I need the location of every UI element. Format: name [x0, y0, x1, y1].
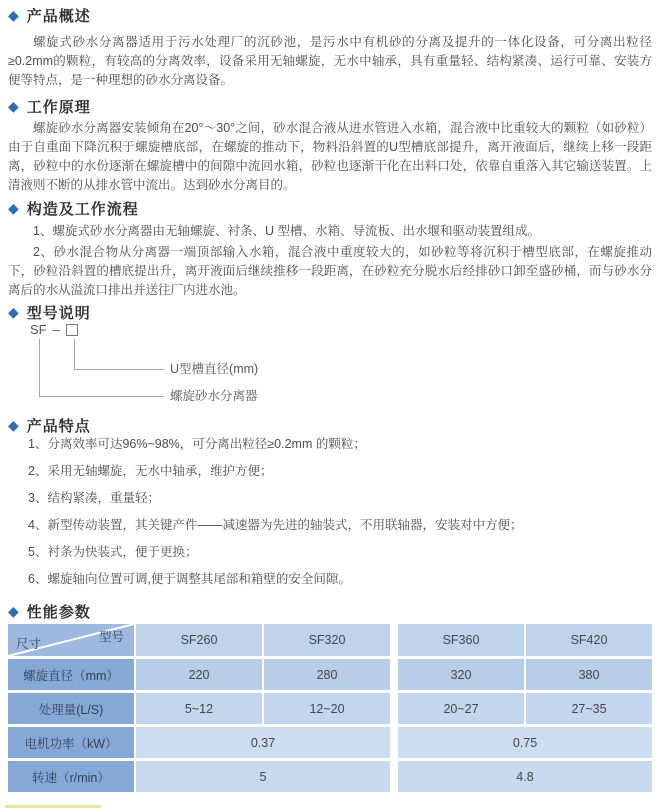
table-cell: 20~27	[398, 693, 524, 724]
feature-item: 6、螺旋轴向位置可调,便于调整其尾部和箱壁的安全间隙。	[28, 572, 351, 586]
column-gap-spacer	[392, 727, 396, 758]
corner-label-size: 尺寸	[16, 637, 42, 651]
row-header: 处理量(L/S)	[8, 693, 134, 724]
feature-item: 5、衬条为快装式，便于更换；	[28, 545, 198, 559]
column-header: SF320	[264, 624, 390, 656]
column-header: SF260	[136, 624, 262, 656]
feature-item: 4、新型传动装置，其关键产件——减速器为先进的轴装式，不用联轴器，安装对中方便；	[28, 518, 523, 532]
table-cell: 27~35	[526, 693, 652, 724]
table-cell: 380	[526, 659, 652, 690]
principle-heading-text: 工作原理	[26, 98, 91, 116]
prefix-meaning-label: 螺旋砂水分离器	[170, 389, 258, 403]
overview-heading-text: 产品概述	[26, 7, 91, 25]
model-code	[30, 322, 78, 338]
params-heading-text: 性能参数	[26, 603, 91, 621]
table-cell-merged: 0.75	[398, 727, 652, 758]
model-placeholder-box	[66, 324, 78, 336]
feature-item: 2、采用无轴螺旋，无水中轴承，维护方便；	[28, 464, 273, 478]
table-cell-merged: 5	[136, 761, 390, 792]
corner-label-model: 型号	[98, 630, 124, 644]
table-cell: 220	[136, 659, 262, 690]
model-heading	[8, 302, 652, 322]
section-params	[8, 601, 652, 792]
table-cell: 280	[264, 659, 390, 690]
section-model	[8, 302, 652, 412]
model-code-separator: –	[52, 322, 60, 337]
structure-item-1: 1、螺旋式砂水分离器由无轴螺旋、衬条、U 型槽、水箱、导流板、出水堰和驱动装置组成。	[33, 224, 540, 238]
structure-heading	[8, 198, 652, 218]
model-code-prefix: SF	[30, 322, 47, 337]
diamond-bullet-icon: ◆	[8, 603, 20, 619]
column-gap-spacer	[392, 624, 396, 656]
column-gap-spacer	[392, 659, 396, 690]
table-cell: 12~20	[264, 693, 390, 724]
diamond-bullet-icon: ◆	[8, 200, 20, 216]
structure-heading-text: 构造及工作流程	[26, 200, 139, 218]
features-heading	[8, 415, 652, 435]
section-structure	[8, 198, 652, 300]
table-corner-cell	[8, 624, 134, 656]
diamond-bullet-icon: ◆	[8, 98, 20, 114]
diamond-bullet-icon: ◆	[8, 417, 20, 433]
feature-item: 3、结构紧凑，重量轻；	[28, 491, 160, 505]
row-header: 电机功率（kW）	[8, 727, 134, 758]
features-heading-text: 产品特点	[26, 417, 91, 435]
feature-item: 1、分离效率可达96%~98%，可分离出粒径≥0.2mm 的颗粒；	[28, 437, 366, 451]
overview-paragraph: 螺旋式砂水分离器适用于污水处理厂的沉砂池，是污水中有机砂的分离及提升的一体化设备，可分离出粒径≥0.2mm的颗粒，有较高的分离效率，设备采用无轴螺旋，无水中轴承，具有重量轻、结构紧凑、运行可靠、安装方便等特点，是一种理想的砂水分离设备。	[8, 35, 652, 87]
table-cell-merged: 0.37	[136, 727, 390, 758]
params-heading	[8, 601, 652, 621]
section-overview	[8, 5, 652, 90]
principle-heading	[8, 96, 652, 116]
section-features	[8, 415, 652, 588]
column-gap-spacer	[392, 761, 396, 792]
model-heading-text: 型号说明	[26, 304, 91, 322]
column-header: SF420	[526, 624, 652, 656]
overview-heading	[8, 5, 652, 25]
box-meaning-label: U型槽直径(mm)	[170, 362, 259, 376]
connector-line-prefix	[39, 339, 164, 397]
row-header: 螺旋直径（mm）	[8, 659, 134, 690]
performance-table	[8, 624, 652, 792]
model-designation-diagram	[8, 322, 652, 412]
diamond-bullet-icon: ◆	[8, 304, 20, 320]
row-header: 转速（r/min）	[8, 761, 134, 792]
column-header: SF360	[398, 624, 524, 656]
section-principle	[8, 96, 652, 195]
diamond-bullet-icon: ◆	[8, 7, 20, 23]
table-cell: 320	[398, 659, 524, 690]
principle-paragraph: 螺旋砂水分离器安装倾角在20°～30°之间，砂水混合液从进水管进入水箱，混合液中比重较大的颗粒（如砂粒）由于自重面下降沉积于螺旋槽底部，在螺旋的推动下，物料沿斜置的U型槽底部提升，离开液面后，继续上移一段距离，砂粒中的水份逐渐在螺旋槽中的间隙中流回水箱，砂粒也逐渐干化在出料口处，依靠自重落入其它输送装置。上清液则不断的从排水管中流出。达到砂水分离目的。	[8, 121, 652, 192]
table-cell: 5~12	[136, 693, 262, 724]
column-gap-spacer	[392, 693, 396, 724]
table-cell-merged: 4.8	[398, 761, 652, 792]
structure-item-2: 2、砂水混合物从分离器一端顶部输入水箱，混合液中重度较大的，如砂粒等将沉积于槽型底部，在螺旋推动下，砂粒沿斜置的槽底提出升，离开液面后继续推移一段距离，在砂粒充分脱水后经排砂口卸至盛砂桶，而与砂水分离后的水从溢流口排出并送往厂内进水池。	[8, 245, 652, 297]
